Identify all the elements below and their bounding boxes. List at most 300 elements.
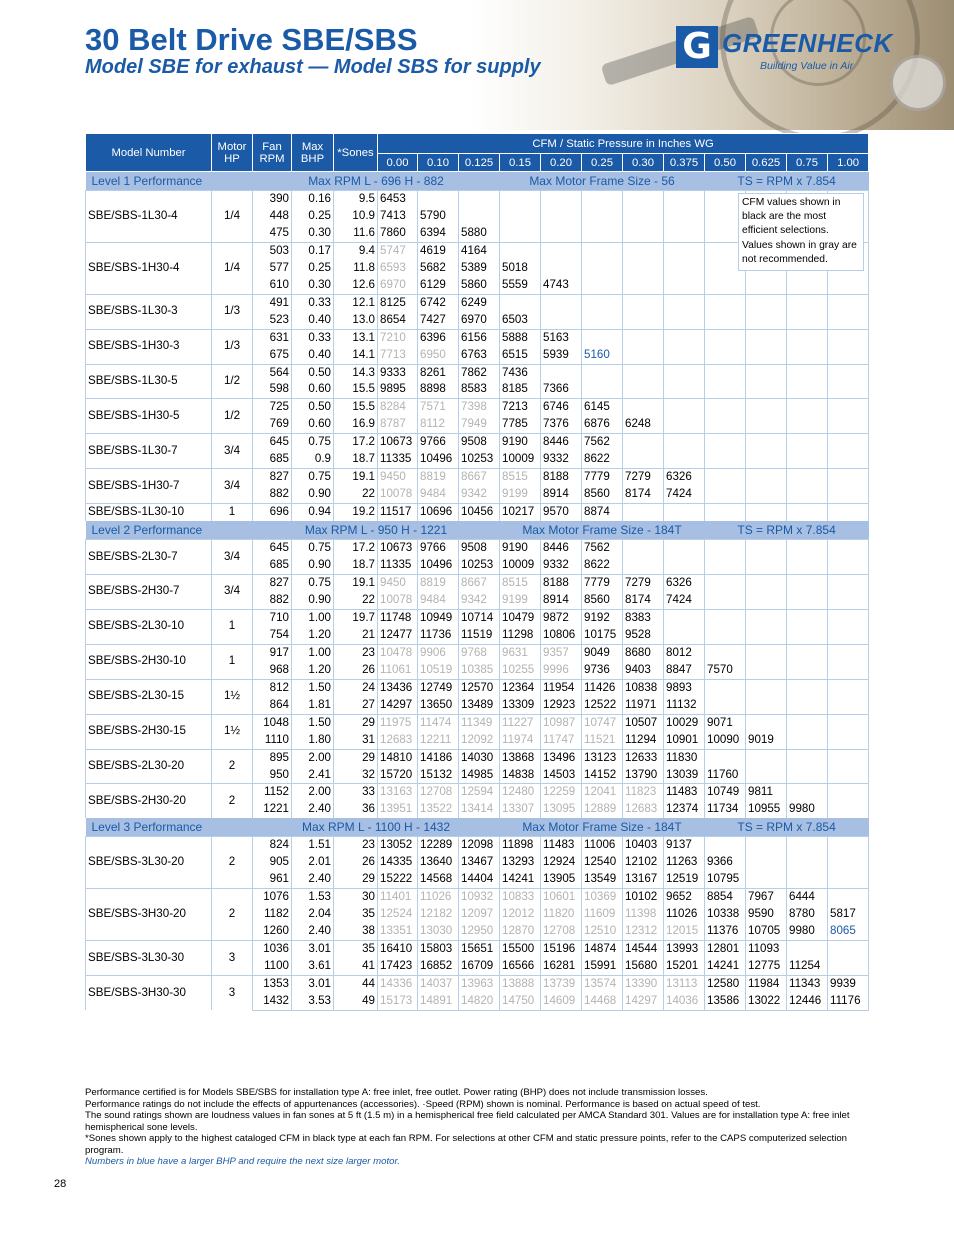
cfm-value: 15803 — [418, 941, 459, 958]
max-bhp: 1.20 — [292, 662, 334, 679]
cfm-value: 10403 — [623, 837, 664, 854]
sones: 22 — [334, 486, 378, 503]
max-bhp: 0.33 — [292, 329, 334, 346]
cfm-empty — [787, 749, 828, 766]
cfm-empty — [623, 242, 664, 259]
cfm-empty — [705, 609, 746, 626]
cfm-value: 9996 — [541, 662, 582, 679]
sones: 9.5 — [334, 191, 378, 208]
cfm-empty — [623, 191, 664, 208]
max-bhp: 1.50 — [292, 714, 334, 731]
cfm-empty — [705, 451, 746, 468]
max-bhp: 3.61 — [292, 958, 334, 975]
level-frame-size: Max Motor Frame Size - 184T — [500, 521, 705, 540]
max-bhp: 1.53 — [292, 889, 334, 906]
cfm-value: 13351 — [378, 923, 418, 940]
cfm-value: 10955 — [746, 801, 787, 818]
motor-hp: 1 — [212, 609, 253, 644]
cfm-empty — [705, 469, 746, 486]
table-row — [86, 609, 869, 626]
cfm-value: 11971 — [623, 697, 664, 714]
cfm-empty — [787, 854, 828, 871]
cfm-value: 11294 — [623, 732, 664, 749]
cfm-value: 8622 — [582, 557, 623, 574]
cfm-value: 5682 — [418, 260, 459, 277]
cfm-empty — [746, 854, 787, 871]
table-row — [86, 469, 869, 486]
max-bhp: 2.04 — [292, 906, 334, 923]
cfm-empty — [623, 364, 664, 381]
cfm-value: 13951 — [378, 801, 418, 818]
fan-rpm: 1152 — [253, 784, 292, 801]
cfm-value: 14468 — [582, 993, 623, 1010]
fan-rpm: 725 — [253, 399, 292, 416]
cfm-value: 12522 — [582, 697, 623, 714]
cfm-value: 9357 — [541, 644, 582, 661]
cfm-value: 7571 — [418, 399, 459, 416]
fan-rpm: 685 — [253, 557, 292, 574]
cfm-value: 14404 — [459, 871, 500, 888]
header-max-bhp: Max BHP — [292, 134, 334, 172]
cfm-empty — [582, 364, 623, 381]
fan-rpm: 491 — [253, 294, 292, 311]
cfm-value: 5163 — [541, 329, 582, 346]
cfm-value: 6444 — [787, 889, 828, 906]
footnote-blue-numbers: Numbers in blue have a larger BHP and require the next size larger motor. — [85, 1156, 400, 1167]
fan-rpm: 696 — [253, 504, 292, 521]
cfm-value: 11517 — [378, 504, 418, 521]
cfm-empty — [828, 644, 869, 661]
cfm-empty — [787, 609, 828, 626]
cfm-empty — [787, 697, 828, 714]
cfm-value: 12683 — [378, 732, 418, 749]
cfm-empty — [828, 540, 869, 557]
cfm-empty — [787, 767, 828, 784]
cfm-empty — [664, 364, 705, 381]
cfm-value: 8819 — [418, 575, 459, 592]
cfm-value: 11006 — [582, 837, 623, 854]
cfm-value: 10601 — [541, 889, 582, 906]
max-bhp: 2.01 — [292, 854, 334, 871]
cfm-empty — [623, 312, 664, 329]
greenheck-g-icon: G — [676, 26, 718, 68]
sones: 33 — [334, 784, 378, 801]
cfm-value: 8654 — [378, 312, 418, 329]
model-number: SBE/SBS-3H30-20 — [86, 889, 212, 941]
cfm-value: 9766 — [418, 540, 459, 557]
sones: 17.2 — [334, 540, 378, 557]
fan-rpm: 448 — [253, 208, 292, 225]
cfm-value: 13489 — [459, 697, 500, 714]
cfm-value: 11521 — [582, 732, 623, 749]
cfm-value: 7398 — [459, 399, 500, 416]
model-number: SBE/SBS-2L30-7 — [86, 540, 212, 575]
max-bhp: 0.30 — [292, 225, 334, 242]
cfm-value: 11974 — [500, 732, 541, 749]
max-bhp: 3.01 — [292, 941, 334, 958]
cfm-empty — [746, 504, 787, 521]
cfm-value: 9019 — [746, 732, 787, 749]
cfm-empty — [828, 767, 869, 784]
max-bhp: 0.25 — [292, 208, 334, 225]
cfm-empty — [746, 871, 787, 888]
cfm-empty — [705, 416, 746, 433]
cfm-empty — [787, 644, 828, 661]
cfm-value: 12801 — [705, 941, 746, 958]
cfm-empty — [746, 575, 787, 592]
cfm-empty — [746, 469, 787, 486]
sones: 12.6 — [334, 277, 378, 294]
cfm-empty — [623, 260, 664, 277]
sones: 10.9 — [334, 208, 378, 225]
header-cfm-static-pressure: CFM / Static Pressure in Inches WG — [378, 134, 869, 154]
cfm-value: 6248 — [623, 416, 664, 433]
sones: 12.1 — [334, 294, 378, 311]
sones: 29 — [334, 871, 378, 888]
cfm-value: 6763 — [459, 347, 500, 364]
cfm-value: 6970 — [459, 312, 500, 329]
cfm-value: 15651 — [459, 941, 500, 958]
cfm-value: 8446 — [541, 540, 582, 557]
cfm-value: 5860 — [459, 277, 500, 294]
cfm-value: 11609 — [582, 906, 623, 923]
cfm-value: 13993 — [664, 941, 705, 958]
bearing-graphic — [890, 55, 946, 111]
model-number: SBE/SBS-2H30-10 — [86, 644, 212, 679]
max-bhp: 0.9 — [292, 451, 334, 468]
header-fan-rpm: Fan RPM — [253, 134, 292, 172]
cfm-empty — [664, 312, 705, 329]
fan-rpm: 905 — [253, 854, 292, 871]
cfm-empty — [787, 575, 828, 592]
cfm-value: 9137 — [664, 837, 705, 854]
cfm-value: 7376 — [541, 416, 582, 433]
cfm-empty — [828, 294, 869, 311]
cfm-value: 11736 — [418, 627, 459, 644]
cfm-value: 9199 — [500, 592, 541, 609]
cfm-empty — [828, 312, 869, 329]
cfm-empty — [746, 557, 787, 574]
cfm-value: 13888 — [500, 975, 541, 992]
motor-hp: 2 — [212, 837, 253, 889]
model-number: SBE/SBS-3H30-30 — [86, 975, 212, 1010]
cfm-value: 11349 — [459, 714, 500, 731]
fan-rpm: 564 — [253, 364, 292, 381]
cfm-empty — [787, 592, 828, 609]
fan-rpm: 812 — [253, 679, 292, 696]
cfm-empty — [582, 294, 623, 311]
cfm-empty — [828, 889, 869, 906]
header-sones: *Sones — [334, 134, 378, 172]
cfm-empty — [787, 732, 828, 749]
cfm-value: 7279 — [623, 469, 664, 486]
level-name: Level 2 Performance — [86, 521, 253, 540]
sones: 35 — [334, 906, 378, 923]
cfm-value: 12570 — [459, 679, 500, 696]
cfm-value: 13030 — [418, 923, 459, 940]
cfm-empty — [746, 592, 787, 609]
cfm-value: 8787 — [378, 416, 418, 433]
cfm-value: 13549 — [582, 871, 623, 888]
cfm-empty — [705, 277, 746, 294]
cfm-value: 14037 — [418, 975, 459, 992]
cfm-value: 4619 — [418, 242, 459, 259]
cfm-empty — [787, 714, 828, 731]
cfm-empty — [828, 399, 869, 416]
cfm-value: 8780 — [787, 906, 828, 923]
sones: 18.7 — [334, 557, 378, 574]
cfm-value: 15132 — [418, 767, 459, 784]
fan-rpm: 685 — [253, 451, 292, 468]
fan-rpm: 645 — [253, 540, 292, 557]
cfm-value: 14544 — [623, 941, 664, 958]
cfm-empty — [459, 208, 500, 225]
table-row — [86, 784, 869, 801]
cfm-value: 12519 — [664, 871, 705, 888]
motor-hp: 2 — [212, 889, 253, 941]
cfm-empty — [787, 347, 828, 364]
cfm-value: 11483 — [664, 784, 705, 801]
cfm-value: 7785 — [500, 416, 541, 433]
cfm-value: 14568 — [418, 871, 459, 888]
cfm-value: 8012 — [664, 644, 705, 661]
table-row — [86, 837, 869, 854]
cfm-value: 12012 — [500, 906, 541, 923]
cfm-value: 14030 — [459, 749, 500, 766]
cfm-value: 13163 — [378, 784, 418, 801]
cfm-value: 12446 — [787, 993, 828, 1010]
motor-hp: 3/4 — [212, 434, 253, 469]
cfm-value: 7366 — [541, 381, 582, 398]
cfm-value: 8898 — [418, 381, 459, 398]
cfm-value: 11343 — [787, 975, 828, 992]
cfm-value: 13167 — [623, 871, 664, 888]
cfm-value: 15173 — [378, 993, 418, 1010]
cfm-value: 14186 — [418, 749, 459, 766]
page-title: 30 Belt Drive SBE/SBS — [85, 22, 418, 57]
fan-rpm: 827 — [253, 469, 292, 486]
cfm-empty — [541, 294, 582, 311]
cfm-value: 8515 — [500, 469, 541, 486]
level-frame-size: Max Motor Frame Size - 56 — [500, 172, 705, 191]
cfm-value: 13022 — [746, 993, 787, 1010]
cfm-value: 7570 — [705, 662, 746, 679]
level-tip-speed: TS = RPM x 7.854 — [705, 818, 869, 837]
cfm-value: 8174 — [623, 592, 664, 609]
cfm-value: 11734 — [705, 801, 746, 818]
cfm-value: 11830 — [664, 749, 705, 766]
sones: 36 — [334, 801, 378, 818]
cfm-value: 10901 — [664, 732, 705, 749]
level-header-row — [86, 172, 869, 191]
cfm-empty — [787, 871, 828, 888]
header-pressure: 0.50 — [705, 154, 746, 172]
cfm-value: 15201 — [664, 958, 705, 975]
cfm-empty — [705, 294, 746, 311]
cfm-value: 12041 — [582, 784, 623, 801]
table-row — [86, 575, 869, 592]
cfm-value: 8667 — [459, 575, 500, 592]
header-pressure: 0.30 — [623, 154, 664, 172]
cfm-value: 11176 — [828, 993, 869, 1010]
cfm-empty — [705, 347, 746, 364]
cfm-empty — [623, 504, 664, 521]
cfm-value: 8914 — [541, 486, 582, 503]
model-number: SBE/SBS-1H30-3 — [86, 329, 212, 364]
cfm-empty — [828, 941, 869, 958]
cfm-value: 10806 — [541, 627, 582, 644]
cfm-value: 12102 — [623, 854, 664, 871]
cfm-empty — [623, 225, 664, 242]
cfm-value: 9980 — [787, 923, 828, 940]
cfm-empty — [787, 434, 828, 451]
cfm-value: 9071 — [705, 714, 746, 731]
motor-hp: 1/4 — [212, 242, 253, 294]
cfm-empty — [746, 434, 787, 451]
table-row — [86, 294, 869, 311]
fan-rpm: 390 — [253, 191, 292, 208]
page-subtitle: Model SBE for exhaust — Model SBS for supply — [85, 56, 541, 78]
max-bhp: 2.40 — [292, 923, 334, 940]
table-row — [86, 364, 869, 381]
cfm-empty — [787, 540, 828, 557]
cfm-value: 14838 — [500, 767, 541, 784]
cfm-empty — [623, 434, 664, 451]
cfm-value: 12775 — [746, 958, 787, 975]
cfm-empty — [582, 381, 623, 398]
fan-rpm: 754 — [253, 627, 292, 644]
fan-rpm: 631 — [253, 329, 292, 346]
cfm-empty — [828, 609, 869, 626]
model-number: SBE/SBS-1L30-7 — [86, 434, 212, 469]
cfm-value: 7424 — [664, 486, 705, 503]
cfm-value: 16566 — [500, 958, 541, 975]
sones: 29 — [334, 714, 378, 731]
cfm-value: 12211 — [418, 732, 459, 749]
cfm-value: 10749 — [705, 784, 746, 801]
cfm-empty — [459, 191, 500, 208]
cfm-value: 5888 — [500, 329, 541, 346]
max-bhp: 2.00 — [292, 749, 334, 766]
cfm-value: 9872 — [541, 609, 582, 626]
cfm-value: 11820 — [541, 906, 582, 923]
max-bhp: 2.41 — [292, 767, 334, 784]
cfm-value: 6249 — [459, 294, 500, 311]
cfm-empty — [705, 329, 746, 346]
cfm-empty — [828, 364, 869, 381]
cfm-empty — [664, 260, 705, 277]
cfm-value: 10496 — [418, 451, 459, 468]
cfm-empty — [828, 697, 869, 714]
max-bhp: 1.80 — [292, 732, 334, 749]
cfm-empty — [787, 504, 828, 521]
cfm-value: 15720 — [378, 767, 418, 784]
cfm-empty — [746, 399, 787, 416]
cfm-empty — [746, 312, 787, 329]
cfm-empty — [541, 225, 582, 242]
motor-hp: 2 — [212, 784, 253, 818]
cfm-value: 13436 — [378, 679, 418, 696]
cfm-value: 12683 — [623, 801, 664, 818]
cfm-empty — [664, 627, 705, 644]
max-bhp: 1.20 — [292, 627, 334, 644]
cfm-value: 12477 — [378, 627, 418, 644]
cfm-value: 12889 — [582, 801, 623, 818]
cfm-value: 14241 — [500, 871, 541, 888]
sones: 11.6 — [334, 225, 378, 242]
cfm-empty — [787, 784, 828, 801]
fan-rpm: 675 — [253, 347, 292, 364]
footnote-sound: The sound ratings shown are loudness values in fan sones at 5 ft (1.5 m) in a hemispherical free field calculated per AMCA Standard 301. Values are for installation type A: free inlet hemispherical sone levels. — [85, 1110, 850, 1133]
sones: 26 — [334, 662, 378, 679]
max-bhp: 0.25 — [292, 260, 334, 277]
cfm-value: 13309 — [500, 697, 541, 714]
cfm-empty — [664, 540, 705, 557]
cfm-value: 11298 — [500, 627, 541, 644]
cfm-value: 12289 — [418, 837, 459, 854]
max-bhp: 0.40 — [292, 347, 334, 364]
cfm-empty — [582, 191, 623, 208]
cfm-value: 11401 — [378, 889, 418, 906]
cfm-value: 12510 — [582, 923, 623, 940]
cfm-value: 13123 — [582, 749, 623, 766]
cfm-empty — [746, 627, 787, 644]
cfm-value: 6503 — [500, 312, 541, 329]
cfm-value: 14503 — [541, 767, 582, 784]
cfm-value: 12950 — [459, 923, 500, 940]
cfm-value: 9199 — [500, 486, 541, 503]
header-model-number: Model Number — [86, 134, 212, 172]
cfm-value: 11975 — [378, 714, 418, 731]
cfm-value: 10987 — [541, 714, 582, 731]
cfm-value: 10519 — [418, 662, 459, 679]
cfm-value: 11398 — [623, 906, 664, 923]
greenheck-logo — [676, 26, 893, 76]
cfm-value: 7424 — [664, 592, 705, 609]
cfm-value: 9980 — [787, 801, 828, 818]
cfm-empty — [828, 958, 869, 975]
fan-rpm: 577 — [253, 260, 292, 277]
cfm-value: 10217 — [500, 504, 541, 521]
cfm-value: 7562 — [582, 540, 623, 557]
cfm-value: 14810 — [378, 749, 418, 766]
cfm-empty — [787, 557, 828, 574]
cfm-empty — [787, 837, 828, 854]
table-row — [86, 749, 869, 766]
max-bhp: 0.50 — [292, 399, 334, 416]
cfm-value: 7949 — [459, 416, 500, 433]
cfm-value: 9570 — [541, 504, 582, 521]
cfm-value: 8583 — [459, 381, 500, 398]
motor-hp: 3/4 — [212, 575, 253, 610]
model-number: SBE/SBS-1L30-4 — [86, 191, 212, 243]
cfm-empty — [623, 347, 664, 364]
cfm-value: 7427 — [418, 312, 459, 329]
cfm-empty — [582, 260, 623, 277]
table-row — [86, 679, 869, 696]
max-bhp: 0.75 — [292, 540, 334, 557]
cfm-empty — [787, 381, 828, 398]
cfm-value: 13963 — [459, 975, 500, 992]
cfm-value: 9403 — [623, 662, 664, 679]
sones: 27 — [334, 697, 378, 714]
cfm-value: 7779 — [582, 575, 623, 592]
motor-hp: 1½ — [212, 679, 253, 714]
sones: 14.1 — [334, 347, 378, 364]
cfm-empty — [582, 225, 623, 242]
cfm-value: 8854 — [705, 889, 746, 906]
cfm-value: 9652 — [664, 889, 705, 906]
